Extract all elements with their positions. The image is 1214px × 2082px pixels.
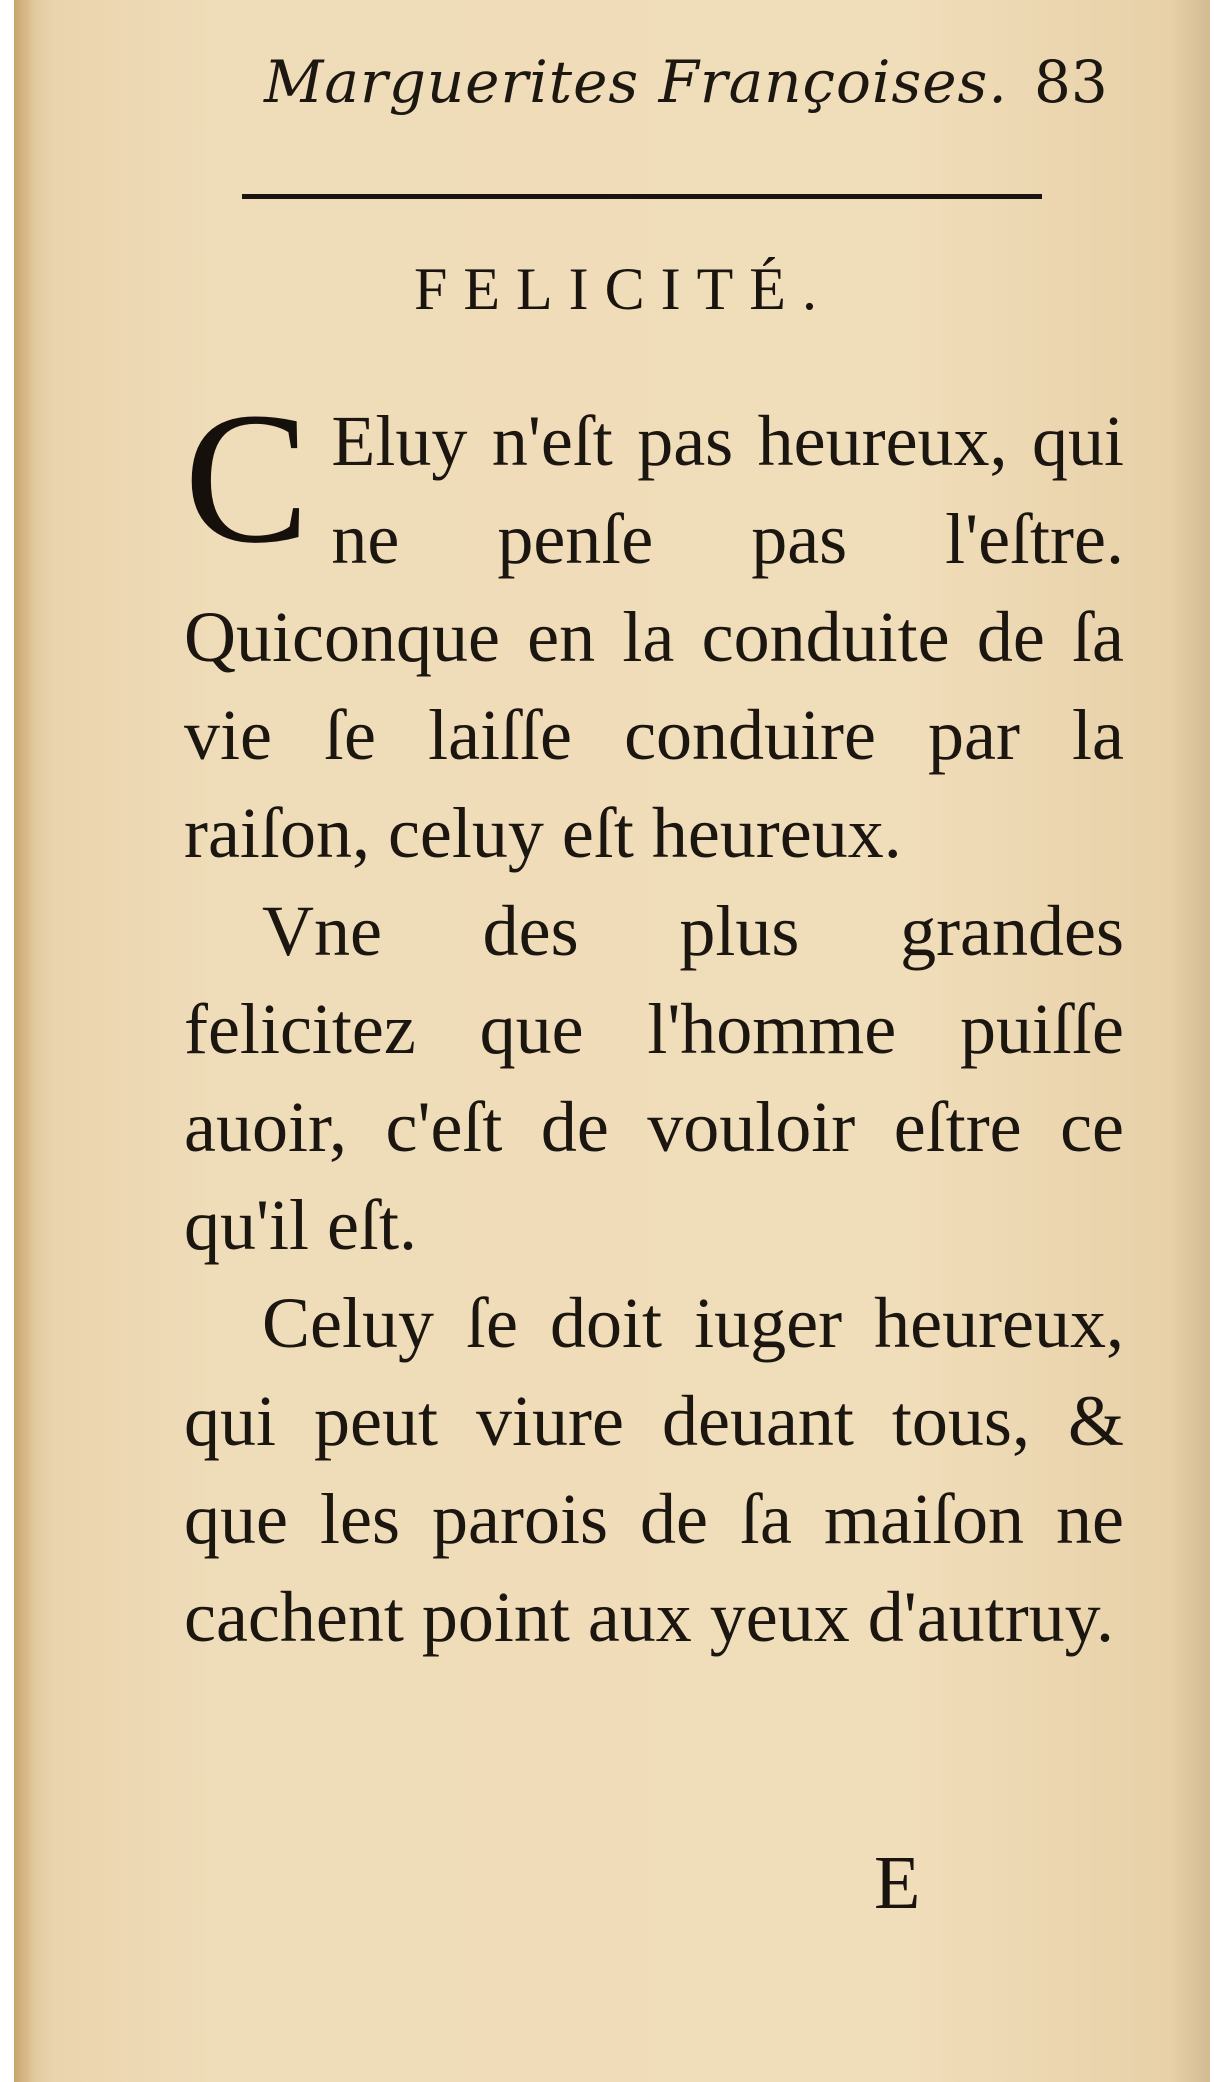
page-edge-shadow xyxy=(1170,0,1210,2082)
body-text xyxy=(184,373,1124,1666)
section-title: FELICITÉ. xyxy=(414,256,833,322)
paragraph-3: Celuy ſe doit iuger heureux, qui peut viure deuant tous, & que les parois de ſa maiſon ne cachent point aux yeux d'autruy. xyxy=(184,1283,1124,1657)
page-binding-edge xyxy=(14,0,34,2082)
running-title: Marguerites Françoises. xyxy=(264,48,1008,116)
signature-mark: E xyxy=(874,1841,921,1925)
header-rule xyxy=(242,194,1042,199)
paragraph-1 xyxy=(184,373,1124,882)
page-number: 83 xyxy=(1034,48,1108,116)
drop-cap: C xyxy=(184,373,310,582)
book-page xyxy=(14,0,1210,2082)
page-header xyxy=(264,38,1108,128)
paragraph-2: Vne des plus grandes felicitez que l'homme puiſſe auoir, c'eſt de vouloir eſtre ce qu'il eſt. xyxy=(184,891,1124,1265)
paragraph-1-text: Eluy n'eſt pas heureux, qui ne penſe pas l'eſtre. Quiconque en la conduite de ſa vie ſe laiſſe conduire par la raiſon, celuy eſt heureux. xyxy=(184,401,1124,873)
